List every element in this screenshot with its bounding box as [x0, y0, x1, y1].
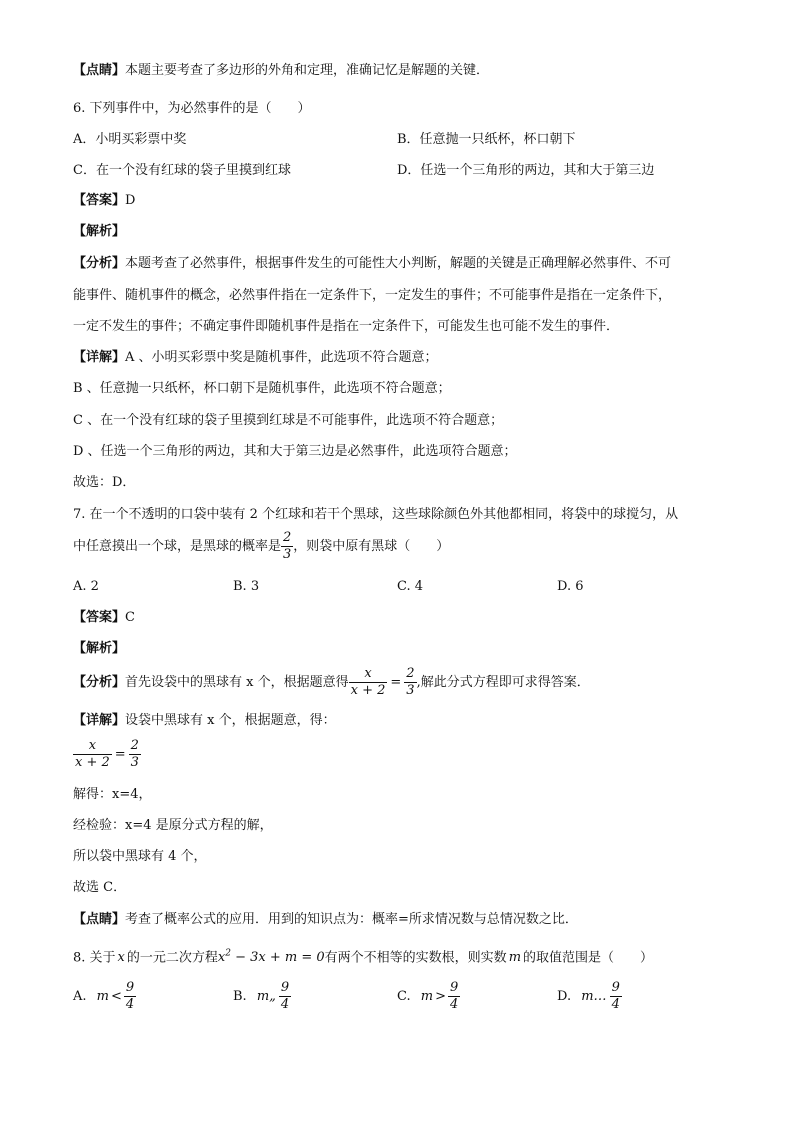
q7-jiexi-tag: 【解析】 [73, 641, 126, 656]
numerator: x [364, 666, 372, 681]
q6-option-c: C．在一个没有红球的袋子里摸到红球 [73, 163, 291, 178]
denominator: 3 [283, 547, 292, 562]
option-label: A. [73, 989, 87, 1004]
q7-answer [73, 609, 135, 627]
xiangjie-text: A 、小明买彩票中奖是随机事件，此选项不符合题意； [125, 350, 438, 365]
q8-option-c [397, 980, 460, 1013]
option-label: B. [233, 989, 247, 1004]
fraction-nine-quarters [124, 980, 136, 1013]
numerator: 2 [283, 530, 292, 545]
q8-stem-c: 有两个不相等的实数根，则实数 [324, 950, 507, 966]
quad-rest: − 3x + m = 0 [230, 950, 325, 966]
q7-stem-line2 [73, 530, 449, 563]
q6-option-b: B．任意抛一只纸杯，杯口朝下 [397, 132, 576, 147]
q7-solution-line1: 解得：x=4， [73, 787, 152, 802]
fraction-two-thirds [129, 738, 141, 771]
q7-option-d: D. 6 [557, 579, 584, 594]
denominator: 4 [280, 997, 290, 1012]
var-m: m [420, 989, 434, 1004]
m-symbol: m… [581, 989, 607, 1004]
q6-answer [73, 192, 135, 210]
denominator: x + 2 [350, 683, 386, 698]
equals-sign: = [390, 675, 402, 690]
q7-fenxi-line [73, 666, 590, 699]
fenxi-text: 本题考查了必然事件，根据事件发生的可能性大小判断，解题的关键是正确理解必然事件、不可 [125, 256, 672, 271]
q6-xiangjie-line2: B 、任意抛一只纸杯，杯口朝下是随机事件，此选项不符合题意； [73, 381, 451, 396]
q6-conclusion: 故选：D． [73, 475, 136, 490]
q8-stem-d: 的取值范围是（ ） [523, 950, 654, 966]
xiangjie-tag: 【详解】 [73, 713, 126, 728]
numerator: 2 [406, 666, 415, 681]
fraction-x-over-x-plus-2 [73, 738, 112, 771]
q7-solution-line2: 经检验：x=4 是原分式方程的解， [73, 818, 273, 833]
q7-equation [73, 738, 141, 771]
denominator: 4 [611, 997, 620, 1012]
q7-dianjing [73, 911, 578, 929]
denominator: 4 [450, 997, 459, 1012]
fenxi-text-b: ,解此分式方程即可求得答案． [416, 675, 590, 690]
fraction-nine-quarters [610, 980, 622, 1013]
dianjing-tag: 【点睛】 [73, 63, 126, 78]
numerator: 9 [450, 980, 459, 995]
dianjing-tag: 【点睛】 [73, 912, 126, 927]
denominator: 3 [406, 683, 415, 698]
dianjing-text: 考查了概率公式的应用．用到的知识点为：概率=所求情况数与总情况数之比． [125, 912, 578, 927]
q7-option-c: C. 4 [397, 579, 424, 594]
numerator: x [88, 738, 97, 753]
denominator: 3 [130, 755, 139, 770]
q7-solution-line3: 所以袋中黑球有 4 个， [73, 849, 207, 864]
q8-option-d [557, 980, 622, 1013]
q8-stem-b: 的一元二次方程 [126, 950, 218, 966]
numerator: 9 [611, 980, 620, 995]
q6-xiangjie-line4: D 、任选一个三角形的两边，其和大于第三边是必然事件，此选项符合题意； [73, 444, 517, 459]
q8-stem-a: 8. 关于 [73, 950, 116, 966]
quad-exponent: 2 [225, 949, 231, 959]
denominator: x + 2 [75, 755, 110, 770]
dianjing-text: 本题主要考查了多边形的外角和定理，准确记忆是解题的关键． [125, 63, 490, 78]
q6-fenxi-line2: 能事件、随机事件的概念，必然事件指在一定条件下，一定发生的事件；不可能事件是指在一定条件下， [73, 288, 672, 303]
option-label: C. [397, 989, 411, 1004]
q8-option-b [233, 980, 291, 1013]
numerator: 2 [130, 738, 139, 753]
m-symbol: m„ [256, 989, 276, 1004]
q6-jiexi-tag: 【解析】 [73, 224, 126, 239]
numerator: 9 [280, 980, 290, 995]
q7-conclusion: 故选 C． [73, 880, 127, 895]
denominator: 4 [125, 997, 135, 1012]
q6-option-a: A．小明买彩票中奖 [73, 132, 187, 147]
q6-xiangjie-line1 [73, 349, 438, 367]
xiangjie-tag: 【详解】 [73, 350, 126, 365]
numerator: 9 [125, 980, 135, 995]
dianjing-line [73, 62, 489, 80]
var-m: m [96, 989, 109, 1004]
q8-option-a [73, 980, 136, 1013]
fraction-nine-quarters [448, 980, 460, 1013]
answer-tag: 【答案】 [73, 193, 126, 208]
equals-sign: = [114, 747, 126, 762]
xiangjie-text: 设袋中黑球有 x 个，根据题意，得： [125, 713, 336, 728]
q7-stem-text-a: 中任意摸出一个球，是黑球的概率是 [73, 539, 282, 554]
q6-fenxi-line3: 一定不发生的事件；不确定事件即随机事件是指在一定条件下，可能发生也可能不发生的事件． [73, 319, 620, 334]
fraction-x-over-x-plus-2 [349, 666, 388, 699]
var-x: x [117, 950, 125, 966]
option-label: D. [557, 989, 572, 1004]
less-than-sign: < [111, 989, 122, 1004]
q7-option-b: B. 3 [233, 579, 260, 594]
answer-value: C [125, 610, 135, 625]
fenxi-tag: 【分析】 [73, 256, 126, 271]
q6-stem: 6. 下列事件中，为必然事件的是（ ） [73, 101, 311, 116]
q8-stem [73, 945, 653, 967]
fraction-two-thirds [281, 530, 293, 563]
quad-x: x [217, 950, 226, 966]
fenxi-text-a: 首先设袋中的黑球有 x 个，根据题意得 [125, 675, 349, 690]
q6-option-d: D．任选一个三角形的两边，其和大于第三边 [397, 163, 655, 178]
q7-xiangjie-line [73, 712, 336, 730]
answer-tag: 【答案】 [73, 610, 126, 625]
q6-fenxi-line1 [73, 255, 671, 273]
q6-xiangjie-line3: C 、在一个没有红球的袋子里摸到红球是不可能事件，此选项不符合题意； [73, 413, 504, 428]
quadratic-equation [218, 950, 325, 965]
answer-value: D [125, 193, 136, 208]
fenxi-tag: 【分析】 [73, 675, 126, 690]
var-m: m [508, 950, 522, 966]
q7-stem-text-b: ，则袋中原有黑球（ ） [293, 539, 450, 554]
q7-option-a: A. 2 [73, 579, 99, 594]
greater-than-sign: > [435, 989, 446, 1004]
fraction-two-thirds [404, 666, 416, 699]
fraction-nine-quarters [279, 980, 291, 1013]
q7-stem-line1: 7. 在一个不透明的口袋中装有 2 个红球和若干个黑球，这些球除颜色外其他都相同，将袋中的球搅匀，从 [73, 507, 679, 522]
